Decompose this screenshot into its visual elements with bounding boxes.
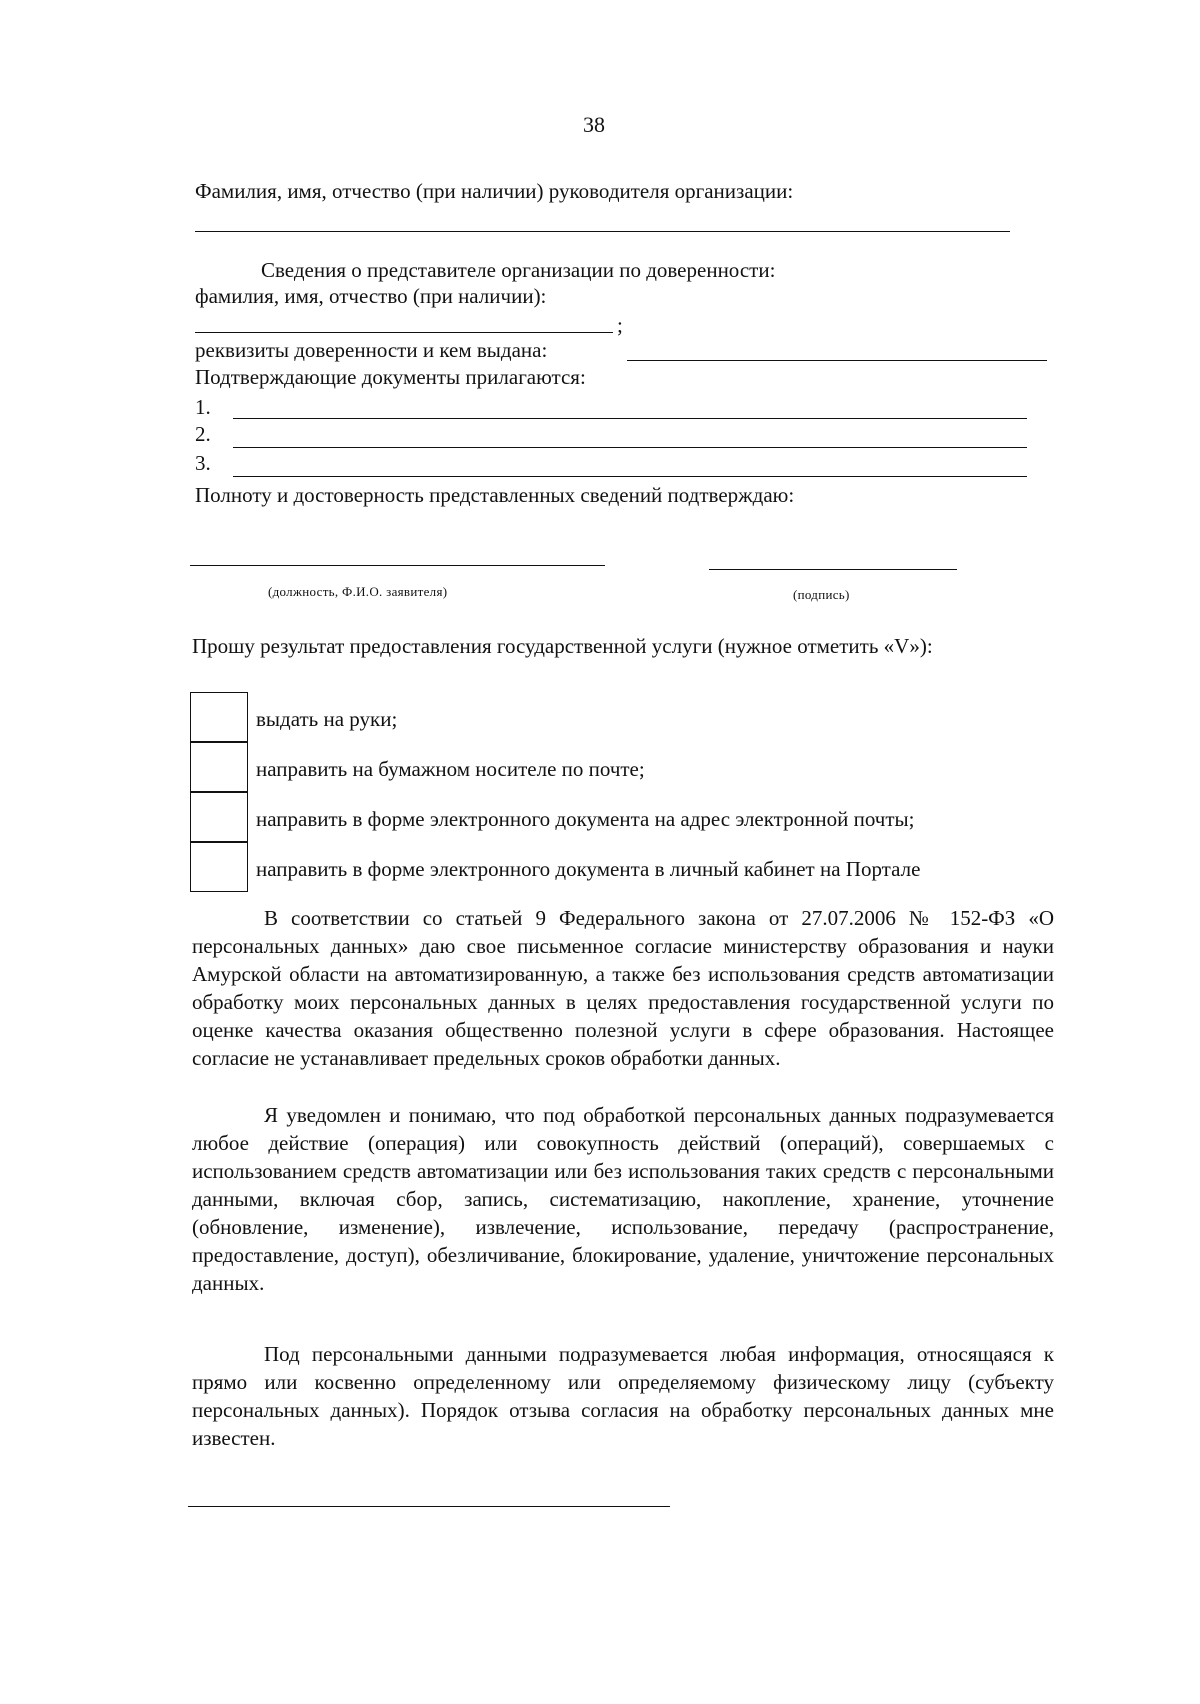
position-caption: (должность, Ф.И.О. заявителя) [268, 584, 448, 599]
consent-paragraph: Под персональными данными подразумевается любая информация, относящаяся к прямо или косвенно определенному или определяемому физическому лицу (субъекту персональных данных). Порядок отзыва согласия на обработку персональных данных мне известен. [192, 1342, 1054, 1450]
requisites-label: реквизиты доверенности и кем выдана: [195, 338, 548, 362]
signature-caption: (подпись) [793, 587, 850, 602]
result-option-hand[interactable] [190, 692, 398, 742]
consent-paragraph: Я уведомлен и понимаю, что под обработкой персональных данных подразумевается любое действие (операция) или совокупность действий (операций), совершаемых с использованием средств автоматизации или без использования таких средств с персональными данными, включая сбор, запись, систематизацию, накопление, хранение, уточнение (обновление, изменение), извлечение, использование, передачу (распространение, предоставление, доступ), обезличивание, блокирование, удаление, уничтожение персональных данных. [192, 1103, 1054, 1295]
doc-item-field[interactable] [233, 476, 1027, 477]
result-option-portal[interactable] [190, 842, 921, 892]
org-head-label: Фамилия, имя, отчество (при наличии) руководителя организации: [195, 179, 794, 203]
doc-item-field[interactable] [233, 447, 1027, 448]
representative-name-field[interactable] [195, 332, 613, 333]
org-head-field[interactable] [195, 231, 1010, 232]
option-label: направить на бумажном носителе по почте; [256, 757, 645, 781]
checkbox[interactable] [190, 792, 248, 842]
doc-item-field[interactable] [233, 418, 1027, 419]
page-number: 38 [583, 112, 605, 137]
doc-item-number: 1. [195, 395, 211, 419]
representative-name-suffix: ; [617, 313, 623, 337]
doc-item-number: 2. [195, 422, 211, 446]
consent-signature-field[interactable] [188, 1506, 670, 1507]
representative-name-label: фамилия, имя, отчество (при наличии): [195, 284, 547, 308]
option-label: направить в форме электронного документа в личный кабинет на Портале [256, 857, 921, 881]
checkbox[interactable] [190, 842, 248, 892]
doc-item-number: 3. [195, 451, 211, 475]
position-name-field[interactable] [190, 565, 605, 566]
signature-field[interactable] [709, 569, 957, 570]
result-request-text: Прошу результат предоставления государственной услуги (нужное отметить «V»): [192, 634, 933, 658]
result-option-mail[interactable] [190, 742, 645, 792]
confirm-text: Полноту и достоверность представленных сведений подтверждаю: [195, 483, 795, 507]
checkbox[interactable] [190, 742, 248, 792]
option-label: направить в форме электронного документа на адрес электронной почты; [256, 807, 915, 831]
documents-label: Подтверждающие документы прилагаются: [195, 365, 586, 389]
representative-heading: Сведения о представителе организации по доверенности: [261, 258, 776, 282]
option-label: выдать на руки; [256, 707, 398, 731]
requisites-field[interactable] [627, 360, 1047, 361]
result-option-email[interactable] [190, 792, 915, 842]
checkbox[interactable] [190, 692, 248, 742]
consent-paragraph: В соответствии со статьей 9 Федерального закона от 27.07.2006 № 152-ФЗ «О персональных данных» даю свое письменное согласие министерству образования и науки Амурской области на автоматизированную, а также без использования средств автоматизации обработку моих персональных данных в целях предоставления государственной услуги по оценке качества оказания общественно полезной услуги в сфере образования. Настоящее согласие не устанавливает предельных сроков обработки данных. [192, 906, 1054, 1070]
